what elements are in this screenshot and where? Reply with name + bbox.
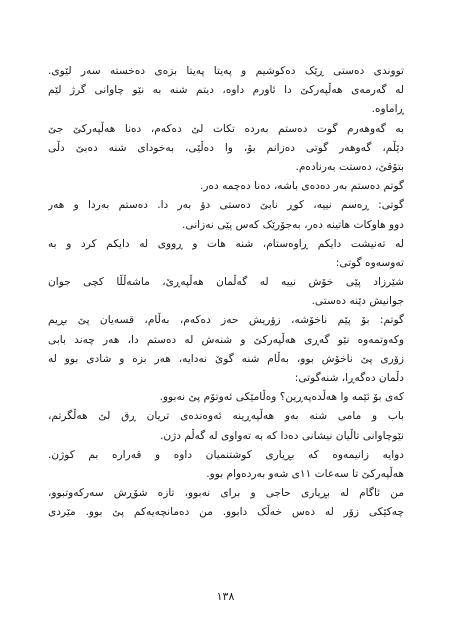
- text-line: دوایە زانیمەوە کە بڕیاری کوشتنمیان داوە و قەرارە بم کوژن.: [48, 448, 404, 461]
- text-line: من ئاگام لە بڕیاری حاجی و برای نەبوو، تازە شۆڕش سەرکەوتبوو،: [48, 487, 404, 500]
- text-line: وکەوتمەوە نێو گەڕی هەڵپەرکێ و شنەش لە دەستم دا، هەر چەند بابی: [48, 333, 404, 346]
- text-line: چەکێکی زۆر لە دەس خەڵک دابوو. من دەمانچەیەکم پێ بوو. مێردی: [48, 506, 404, 519]
- text-line: گوتم: بۆ پێم ناخۆشە، زۆریش حەز دەکەم، بەڵام، قسەیان پێ بڕیم: [48, 314, 404, 327]
- text-line: کەی بۆ ئێمە وا هەڵدەپەڕین؟ وەڵامێکی ئەوتۆم پێ نەبوو.: [159, 391, 404, 404]
- text-line: گوتی: ڕەسم نییە، کوڕ نابێ دەستی دۆ بەر دا. دەستم بەردا و هەر: [48, 199, 404, 212]
- text-line: تەوسەوە گوتی:: [335, 256, 404, 269]
- text-line: تووندی دەستی ڕێک دەکوشیم و پەیتا پەیتا بزەی دەخستە سەر لێوی.: [48, 65, 404, 77]
- text-line: بتۆقێ، دەستت بەرنادەم.: [295, 160, 404, 173]
- text-line: بە گەوهەرم گوت دەستم بەردە تکات لێ دەکەم، دەنا هەڵپەرکێ جێ: [48, 122, 404, 135]
- text-line: باب و مامی شنە بەو هەڵپەڕینە ئەوەندەی تریان ڕق لێ هەڵگرتم،: [48, 410, 404, 423]
- text-line: زۆری پێ ناخۆش بوو، بەڵام شنە گوێ نەدایە، هەر بزە و شادی بوو لە: [48, 352, 404, 365]
- text-line: نێوچاوانی تاڵیان نیشانی دەدا کە بە تەواوی لە گەڵم دژن.: [159, 429, 404, 442]
- text-line: دڵمان دەگەڕا، شنەگوتی:: [294, 372, 404, 384]
- text-line: لە تەنیشت دایکم ڕاوەستام، شنە هات و ڕووی لە دایکم کرد و بە: [48, 237, 404, 250]
- text-line: دوو هاوکات هاتینە دەر، بەجۆرێک کەس پێی نەزانی.: [182, 218, 404, 231]
- text-line: جوانیش دێنە دەستی.: [311, 295, 404, 308]
- text-line: دێڵم، گەوهەر گوتی دەزانم بۆ، وا دەڵێی، بەخودای شنە دەبێ دڵی: [48, 141, 404, 154]
- text-line: هەڵپەرکێ تا سەعات ١١ی شەو بەردەوام بوو.: [206, 467, 404, 480]
- text-line: گوتم دەستم بەر دەدەی باشە، دەنا دەچمە دەر.: [199, 180, 404, 193]
- text-line: لە گەرمەی هەڵپەرکێ دا ئاورم داوە، دیتم شنە بە نێو چاوانی گرژ لێم: [48, 84, 404, 97]
- page-number: ١٣٨: [216, 590, 235, 603]
- document-body: [48, 62, 404, 523]
- text-line: ڕاماوە.: [371, 103, 404, 116]
- text-line: شێرزاد پێی خۆش نییە لە گەڵمان هەڵپەڕێ، ماشەڵڵا کچی جوان: [48, 276, 404, 289]
